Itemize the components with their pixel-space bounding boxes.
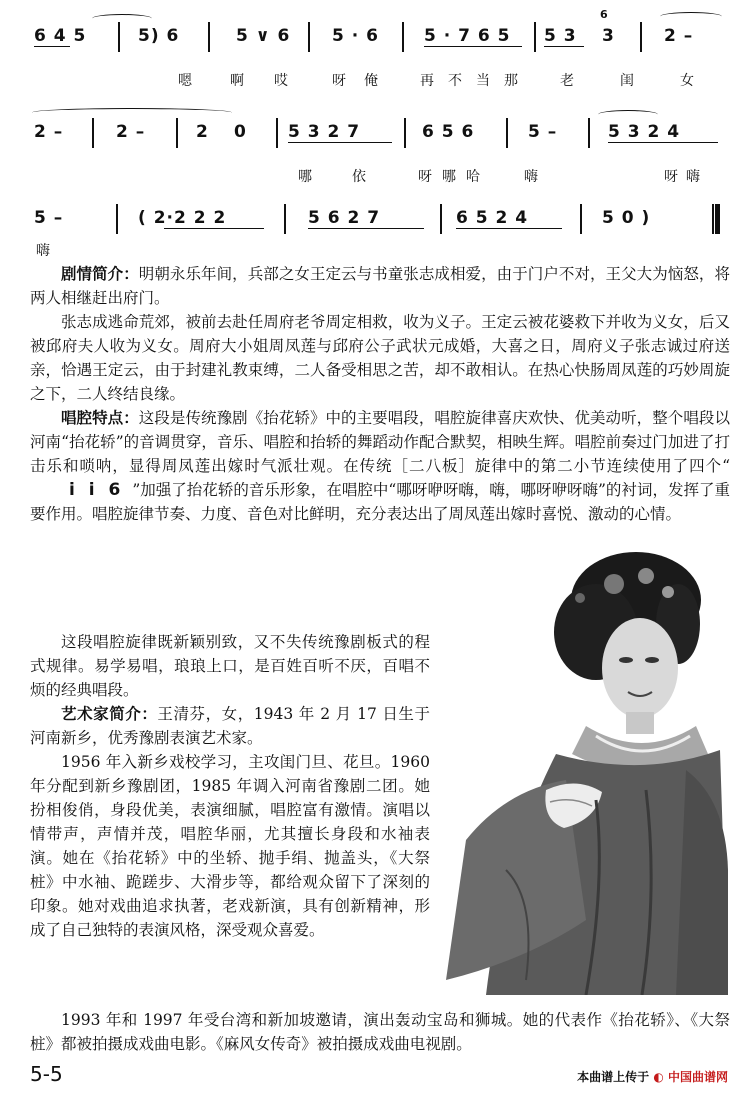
final-barline: [712, 204, 720, 234]
lyric: 老: [560, 73, 574, 89]
barline: [534, 22, 536, 52]
barline: [92, 118, 94, 148]
note-group: 2 –: [34, 122, 64, 142]
lyric: 闺: [620, 73, 634, 89]
slur: [598, 110, 658, 119]
singing-paragraph: 唱腔特点：这段是传统豫剧《抬花轿》中的主要唱段，唱腔旋律喜庆欢快、优美动听，整个唱段以河南“抬花轿”的音调贯穿，音乐、唱腔和抬轿的舞蹈动作配合默契，相映生辉。唱腔前奏过门加进了打击乐和唢呐，显得周凤莲出嫁时气派壮观。在传统［二八板］旋律中的第二小节连续使用了四个“i i 6 ”加强了抬花轿的音乐形象，在唱腔中“哪呀咿呀嗨，嗨，哪呀咿呀嗨”的衬词，发挥了重要作用。唱腔旋律节奏、力度、音色对比鲜明，充分表达出了周凤莲出嫁时喜悦、激动的心情。: [30, 408, 730, 523]
notation-line: [30, 8, 730, 52]
site-name[interactable]: 中国曲谱网: [667, 1070, 728, 1084]
slur: [92, 14, 152, 23]
lyric: 依: [352, 169, 366, 185]
singing-paragraph-2: 这段唱腔旋律既新颖别致，又不失传统豫剧板式的程式规律。易学易唱，琅琅上口，是百姓百听不厌，百唱不烦的经典唱段。: [30, 633, 430, 699]
singing-label: 唱腔特点：: [61, 408, 139, 427]
note-group: 6 5 2 4: [456, 208, 529, 228]
underline: [608, 142, 718, 143]
artist-paragraph-2: 1956 年入新乡戏校学习，主攻闺门旦、花旦。1960 年分配到新乡豫剧团，1985 年调入河南省豫剧二团。她扮相俊俏，身段优美，表演细腻，唱腔富有激情。演唱以情带声，声情并茂，唱腔华丽，尤其擅长身段和水袖表演。她在《抬花轿》中的坐轿、抛手绢、抛盖头，《大祭桩》中水袖、跪蹉步、大滑步等，都给观众留下了深刻的印象。她对戏曲追求执著，老戏新演，具有创新精神，形成了自己独特的表演风格，深受观众喜爱。: [30, 753, 430, 939]
underline: [164, 228, 264, 229]
plot-paragraph-2: 张志成逃命荒郊，被前去赴任周府老爷周定相救，收为义子。王定云被花婆救下并收为义女，后又被邱府夫人收为义女。周府大小姐周凤莲与邱府公子武状元成婚，大喜之日，周府义子张志诚过府送亲，恰遇王定云，由于封建礼教束缚，二人备受相思之苦，却不敢相认。在热心快肠周凤莲的巧妙周旋之下，二人终结良缘。: [30, 313, 730, 403]
barline: [308, 22, 310, 52]
lyric: 那: [504, 73, 518, 89]
lyric: 呀: [664, 169, 678, 185]
note-group: 5 ∨ 6: [236, 26, 291, 46]
article-bottom: [30, 1008, 730, 1056]
lyric: 哎: [274, 73, 288, 89]
note-group: 5 6 2 7: [308, 208, 381, 228]
underline: [288, 142, 392, 143]
inline-notation: i i 6: [69, 480, 125, 500]
slur: [660, 12, 722, 21]
footer-credit: [577, 1068, 728, 1085]
lyric: 嗨: [36, 243, 50, 259]
score-row-1: [30, 8, 730, 52]
note-group: 5 3 2 7: [288, 122, 361, 142]
page-number: 5-5: [30, 1062, 63, 1086]
underline: [34, 46, 70, 47]
note-group: 6 4 5: [34, 26, 87, 46]
lyric: 哪: [442, 169, 456, 185]
notation-line: [30, 118, 730, 148]
upload-text: 本曲谱上传于: [577, 1070, 650, 1084]
barline: [440, 204, 442, 234]
lyric: 啊: [230, 73, 244, 89]
note-group: 0: [234, 122, 247, 142]
note-group: 5) 6: [138, 26, 180, 46]
artist-label: 艺术家简介：: [61, 704, 158, 723]
note-group: 5 3: [544, 26, 577, 46]
barline: [588, 118, 590, 148]
article-top: [30, 262, 730, 526]
barline: [276, 118, 278, 148]
lyric: 俺: [364, 73, 378, 89]
barline: [640, 22, 642, 52]
note-group: 5 –: [34, 208, 64, 228]
barline: [176, 118, 178, 148]
lyric: 呀: [418, 169, 432, 185]
note-group: 6 5 6: [422, 122, 475, 142]
lyric: 不: [448, 73, 462, 89]
slur: [32, 108, 232, 117]
lyric: 嗨: [686, 169, 700, 185]
lyrics-row-3: [30, 240, 730, 262]
grace-note: 6: [600, 8, 609, 21]
underline: [424, 46, 522, 47]
score-row-3: [30, 204, 730, 234]
note-group: 2: [196, 122, 209, 142]
artist-paragraph-3: 1993 年和 1997 年受台湾和新加坡邀请，演出轰动宝岛和狮城。她的代表作《抬花轿》、《大祭桩》都被拍摄成戏曲电影。《麻风女传奇》被拍摄成戏曲电视剧。: [30, 1011, 730, 1053]
lyric: 嗨: [524, 169, 538, 185]
notation-line: [30, 204, 730, 234]
barline: [404, 118, 406, 148]
lyric: 哈: [466, 169, 480, 185]
plot-label: 剧情简介：: [61, 264, 139, 283]
note-group: 2 –: [664, 26, 694, 46]
barline: [116, 204, 118, 234]
lyric: 哪: [298, 169, 312, 185]
note-group: 5 3 2 4: [608, 122, 681, 142]
note-group: 5 –: [528, 122, 558, 142]
barline: [402, 22, 404, 52]
note-group: 5 · 7 6 5: [424, 26, 511, 46]
performer-photo: [446, 540, 728, 995]
underline: [544, 46, 584, 47]
lyric: 嗯: [178, 73, 192, 89]
lyric: 再: [420, 73, 434, 89]
barline: [506, 118, 508, 148]
note-group: ( 2·2 2 2: [138, 208, 227, 228]
underline: [308, 228, 424, 229]
site-logo-icon[interactable]: ◐: [653, 1070, 664, 1084]
note-group: 5 · 6: [332, 26, 379, 46]
artist-paragraph: 艺术家简介：王清芬，女，1943 年 2 月 17 日生于河南新乡，优秀豫剧表演艺术家。: [30, 704, 430, 747]
lyric: 呀: [332, 73, 346, 89]
underline: [456, 228, 562, 229]
lyric: 女: [680, 73, 694, 89]
note-group: 2 –: [116, 122, 146, 142]
lyrics-row-2: [30, 166, 730, 188]
barline: [580, 204, 582, 234]
score-row-2: [30, 118, 730, 148]
lyric: 当: [476, 73, 490, 89]
article-narrow: [30, 630, 430, 942]
barline: [118, 22, 120, 52]
note-group: 5 0 ): [602, 208, 651, 228]
lyrics-row-1: [30, 70, 730, 92]
barline: [208, 22, 210, 52]
plot-paragraph: 剧情简介：明朝永乐年间，兵部之女王定云与书童张志成相爱，由于门户不对，王父大为恼怒，将两人相继赶出府门。: [30, 264, 730, 307]
barline: [284, 204, 286, 234]
note-group: 3: [602, 26, 615, 46]
